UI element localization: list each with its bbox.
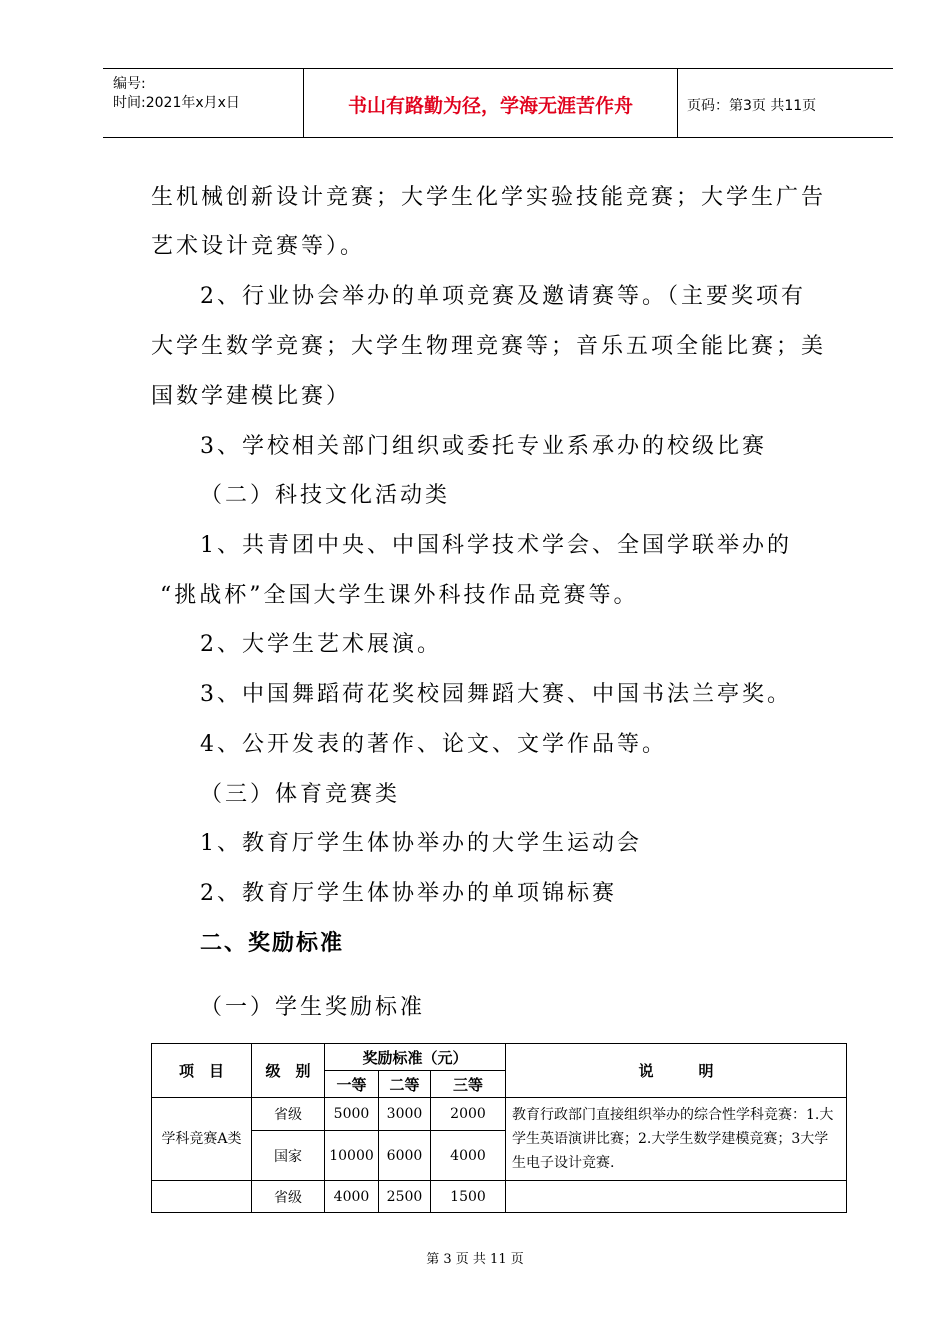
header-second: 二等 — [379, 1071, 431, 1098]
body-line: 3、中国舞蹈荷花奖校园舞蹈大赛、中国书法兰亭奖。 — [200, 682, 792, 707]
table-row — [152, 1098, 847, 1131]
section-heading: 二、奖励标准 — [200, 931, 345, 956]
body-line: 4、公开发表的著作、论文、文学作品等。 — [200, 732, 667, 757]
body-line: 2、行业协会举办的单项竞赛及邀请赛等。（主要奖项有 — [200, 284, 806, 309]
body-line: 国数学建模比赛） — [151, 384, 352, 409]
page-footer: 第 3 页 共 11 页 — [426, 1252, 524, 1267]
body-line: 1、教育厅学生体协举办的大学生运动会 — [200, 831, 642, 856]
row-first: 5000 — [325, 1098, 379, 1131]
row-second: 2500 — [379, 1181, 431, 1213]
body-line: 生机械创新设计竞赛；大学生化学实验技能竞赛；大学生广告 — [151, 185, 827, 210]
subheading-sports: （三）体育竞赛类 — [200, 782, 401, 807]
row-second: 3000 — [379, 1098, 431, 1131]
page-info: 页码：第3页 共11页 — [687, 98, 817, 114]
number-label: 编号: — [113, 76, 146, 92]
body-line: 3、学校相关部门组织或委托专业系承办的校级比赛 — [200, 434, 767, 459]
row-level: 省级 — [252, 1181, 325, 1213]
header-first: 一等 — [325, 1071, 379, 1098]
award-table — [151, 1043, 847, 1213]
body-line: 艺术设计竞赛等）。 — [151, 234, 366, 259]
body-line: 1、共青团中央、中国科学技术学会、全国学联举办的 — [200, 533, 792, 558]
row-level: 省级 — [252, 1098, 325, 1131]
row-note: 教育行政部门直接组织举办的综合性学科竞赛：1.大学生英语演讲比赛；2.大学生数学建模竞赛；3大学生电子设计竞赛. — [506, 1098, 847, 1181]
header-page-cell — [677, 69, 893, 137]
body-line: 2、教育厅学生体协举办的单项锦标赛 — [200, 881, 617, 906]
row-third: 1500 — [431, 1181, 506, 1213]
body-line: 2、大学生艺术展演。 — [200, 632, 442, 657]
header-third: 三等 — [431, 1071, 506, 1098]
page-header — [103, 68, 893, 138]
header-award-standard: 奖励标准（元） — [325, 1044, 506, 1071]
body-line: “挑战杯”全国大学生课外科技作品竞赛等。 — [160, 583, 639, 608]
motto: 书山有路勤为径，学海无涯苦作舟 — [347, 95, 633, 117]
row-third: 4000 — [431, 1131, 506, 1181]
header-item: 项 目 — [152, 1044, 252, 1098]
header-motto-cell — [303, 69, 678, 137]
header-note: 说 明 — [506, 1044, 847, 1098]
row-third: 2000 — [431, 1098, 506, 1131]
row-item-empty — [152, 1181, 252, 1213]
row-second: 6000 — [379, 1131, 431, 1181]
header-meta-cell — [103, 69, 303, 137]
subsection-heading: （一）学生奖励标准 — [200, 995, 426, 1020]
row-first: 4000 — [325, 1181, 379, 1213]
table-header-row — [152, 1044, 847, 1071]
subheading-tech-culture: （二）科技文化活动类 — [200, 483, 451, 508]
row-note-empty — [506, 1181, 847, 1213]
table-row — [152, 1181, 847, 1213]
row-level: 国家 — [252, 1131, 325, 1181]
row-first: 10000 — [325, 1131, 379, 1181]
time-label: 时间:2021年x月x日 — [113, 95, 240, 111]
body-line: 大学生数学竞赛；大学生物理竞赛等；音乐五项全能比赛；美 — [151, 334, 827, 359]
group-label: 学科竞赛A类 — [152, 1098, 252, 1181]
header-level: 级 别 — [252, 1044, 325, 1098]
